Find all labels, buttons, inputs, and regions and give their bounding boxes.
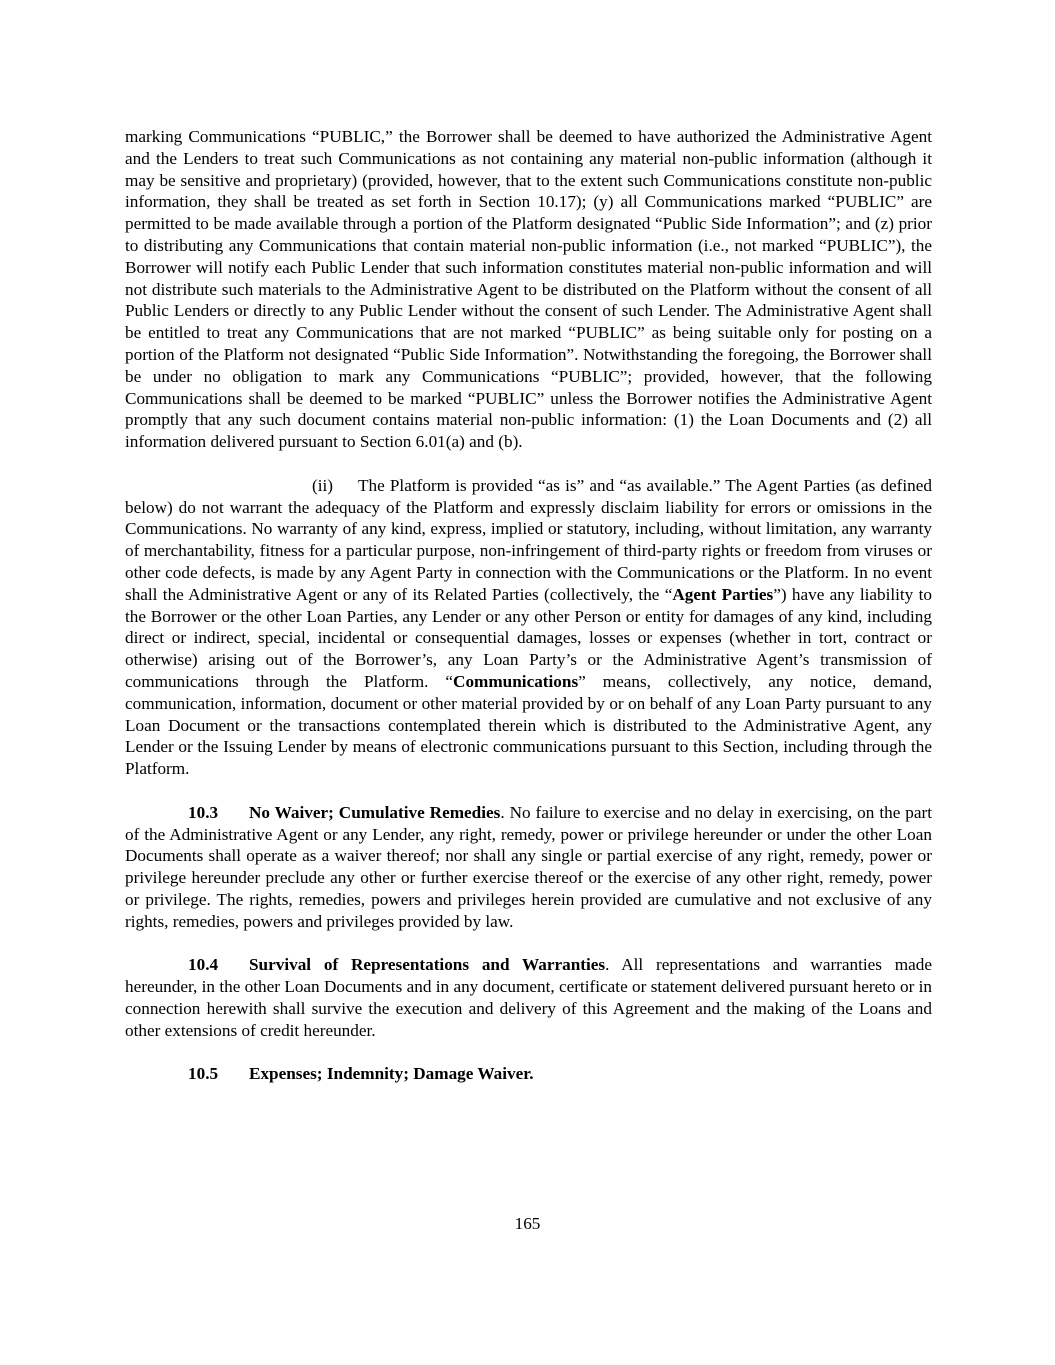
section-heading: Survival of Representations and Warranties bbox=[249, 955, 606, 975]
section-text: . No failure to exercise and no delay in exercising, on the part of the Administrative Agent or any Lender, any right, remedy, power or privilege hereunder or under the other Loan Documents shall operate as a waiver thereof; nor shall any single or partial exercise of any right, remedy, power or privilege hereunder preclude any other or further exercise thereof or the exercise of any other right, remedy, power or privilege. The rights, remedies, powers and privileges herein provided are cumulative and not exclusive of any rights, remedies, powers and privileges provided by law. bbox=[125, 802, 932, 931]
paragraph-text: ” means, collectively, any notice, demand, communication, information, document or other material provided by or on behalf of any Loan Party pursuant to any Loan Document or the transactions contemplated therein which is distributed to the Administrative Agent, any Lender or the Issuing Lender by means of electronic communications pursuant to this Section, including through the Platform. bbox=[125, 671, 932, 779]
section-text: . All representations and warranties made hereunder, in the other Loan Documents and in any document, certificate or statement delivered pursuant hereto or in connection herewith shall survive the execution and delivery of this Agreement and the making of the Loans and other extensions of credit hereunder. bbox=[125, 955, 932, 1040]
paragraph-platform-disclaimer bbox=[125, 475, 932, 780]
paragraph-gap bbox=[125, 780, 932, 802]
section-number: 10.5 bbox=[188, 1064, 219, 1084]
paragraph-text: ”) have any liability to the Borrower or the other Loan Parties, any Lender or any other Person or entity for damages of any kind, including direct or indirect, special, incidental or consequential damages, losses or expenses (whether in tort, contract or otherwise) arising out of the Borrower’s, any Loan Party’s or the Administrative Agent’s transmission of communications through the Platform. “ bbox=[125, 584, 932, 691]
paragraph-gap bbox=[125, 453, 932, 475]
paragraph-gap bbox=[125, 932, 932, 954]
section-heading: No Waiver; Cumulative Remedies bbox=[249, 802, 501, 822]
defined-term-communications: Communications bbox=[453, 671, 579, 691]
defined-term-agent-parties: Agent Parties bbox=[672, 584, 774, 604]
section-10-5 bbox=[125, 1063, 932, 1085]
section-heading: Expenses; Indemnity; Damage Waiver. bbox=[249, 1064, 534, 1084]
paragraph-public-marking bbox=[125, 126, 932, 453]
section-10-4 bbox=[125, 954, 932, 1041]
paragraph-text: marking Communications “PUBLIC,” the Borrower shall be deemed to have authorized the Administrative Agent and the Lenders to treat such Communications as not containing any material non-public information (although it may be sensitive and proprietary) (provided, however, that to the extent such Communications constitute non-public information, they shall be treated as set forth in Section 10.17); (y) all Communications marked “PUBLIC” are permitted to be made available through a portion of the Platform designated “Public Side Information”; and (z) prior to distributing any Communications that contain material non-public information (i.e., not marked “PUBLIC”), the Borrower will notify each Public Lender that such information constitutes material non-public information and will not distribute such materials to the Administrative Agent to be distributed on the Platform without the consent of all Public Lenders or directly to any Public Lender without the consent of such Lender. The Administrative Agent shall be entitled to treat any Communications that are not marked “PUBLIC” as being suitable only for posting on a portion of the Platform not designated “Public Side Information”. Notwithstanding the foregoing, the Borrower shall be under no obligation to mark any Communications “PUBLIC”; provided, however, that the following Communications shall be deemed to be marked “PUBLIC” unless the Borrower notifies the Administrative Agent promptly that any such document contains material non-public information: (1) the Loan Documents and (2) all information delivered pursuant to Section 6.01(a) and (b). bbox=[125, 127, 932, 452]
section-number: 10.4 bbox=[188, 955, 219, 975]
section-10-3 bbox=[125, 802, 932, 933]
document-page bbox=[125, 126, 932, 1085]
paragraph-gap bbox=[125, 1041, 932, 1063]
paragraph-text: The Platform is provided “as is” and “as available.” The Agent Parties (as defined below) do not warrant the adequacy of the Platform and expressly disclaim liability for errors or omissions in the Communications. No warranty of any kind, express, implied or statutory, including, without limitation, any warranty of merchantability, fitness for a particular purpose, non-infringement of third-party rights or freedom from viruses or other code defects, is made by any Agent Party in connection with the Communications or the Platform. In no event shall the Administrative Agent or any of its Related Parties (collectively, the “ bbox=[125, 475, 932, 604]
subsection-number: (ii) bbox=[312, 475, 333, 495]
section-number: 10.3 bbox=[188, 802, 219, 822]
page-number: 165 bbox=[514, 1214, 541, 1233]
